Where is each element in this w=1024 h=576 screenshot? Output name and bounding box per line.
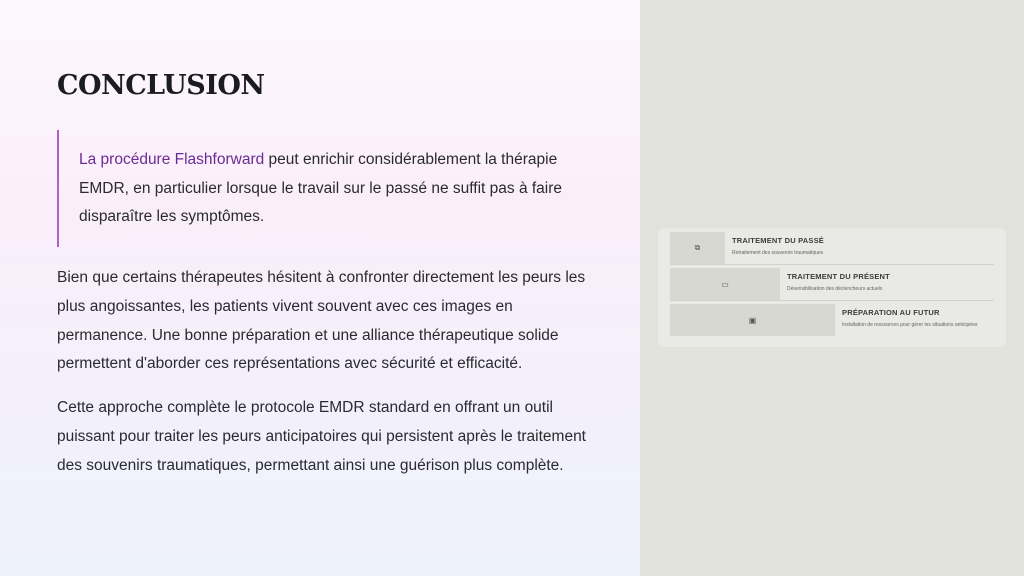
step-icon-box — [670, 304, 835, 336]
step-title: TRAITEMENT DU PASSÉ — [732, 236, 824, 245]
step-row-past — [670, 230, 994, 265]
body-paragraph-2: Cette approche complète le protocole EMDR standard en offrant un outil puissant pour traiter les peurs anticipatoires qui persistent après le traitement des souvenirs traumatiques, permettant ainsi une guérison plus complète. — [57, 399, 586, 474]
step-text — [787, 272, 890, 292]
quote-text: peut enrichir considérablement la thérapie EMDR, en particulier lorsque le travail sur le passé ne suffit pas à faire disparaître les symptômes. — [79, 151, 563, 225]
step-subtitle: Installation de ressources pour gérer les situations anticipées — [842, 322, 978, 328]
calendar-icon: ▣ — [748, 315, 757, 325]
step-row-future — [670, 302, 994, 336]
highlight-quote — [57, 130, 597, 247]
step-icon-box — [670, 232, 725, 264]
step-text — [842, 308, 977, 328]
step-text — [732, 236, 824, 256]
body-paragraph-1: Bien que certains thérapeutes hésitent à confronter directement les peurs les plus angoissantes, les patients vivent souvent avec ces images en permanence. Une bonne préparation et une alliance thérapeutique solide permettent d'aborder ces représentations avec sécurité et efficacité. — [57, 269, 586, 373]
monitor-icon: ▭ — [721, 279, 729, 289]
slide-title: CONCLUSION — [57, 70, 265, 101]
step-title: PRÉPARATION AU FUTUR — [842, 308, 940, 317]
diagram-panel — [640, 0, 1024, 576]
steps-diagram — [658, 228, 1006, 347]
step-icon-box — [670, 268, 780, 300]
copy-icon: ⧉ — [694, 243, 701, 252]
step-subtitle: Retraitement des souvenirs traumatiques — [732, 250, 824, 256]
step-row-present — [670, 266, 994, 301]
step-title: TRAITEMENT DU PRÉSENT — [787, 272, 890, 281]
quote-highlight: La procédure Flashforward — [79, 151, 265, 168]
step-subtitle: Désensibilisation des déclencheurs actuels — [787, 286, 883, 292]
